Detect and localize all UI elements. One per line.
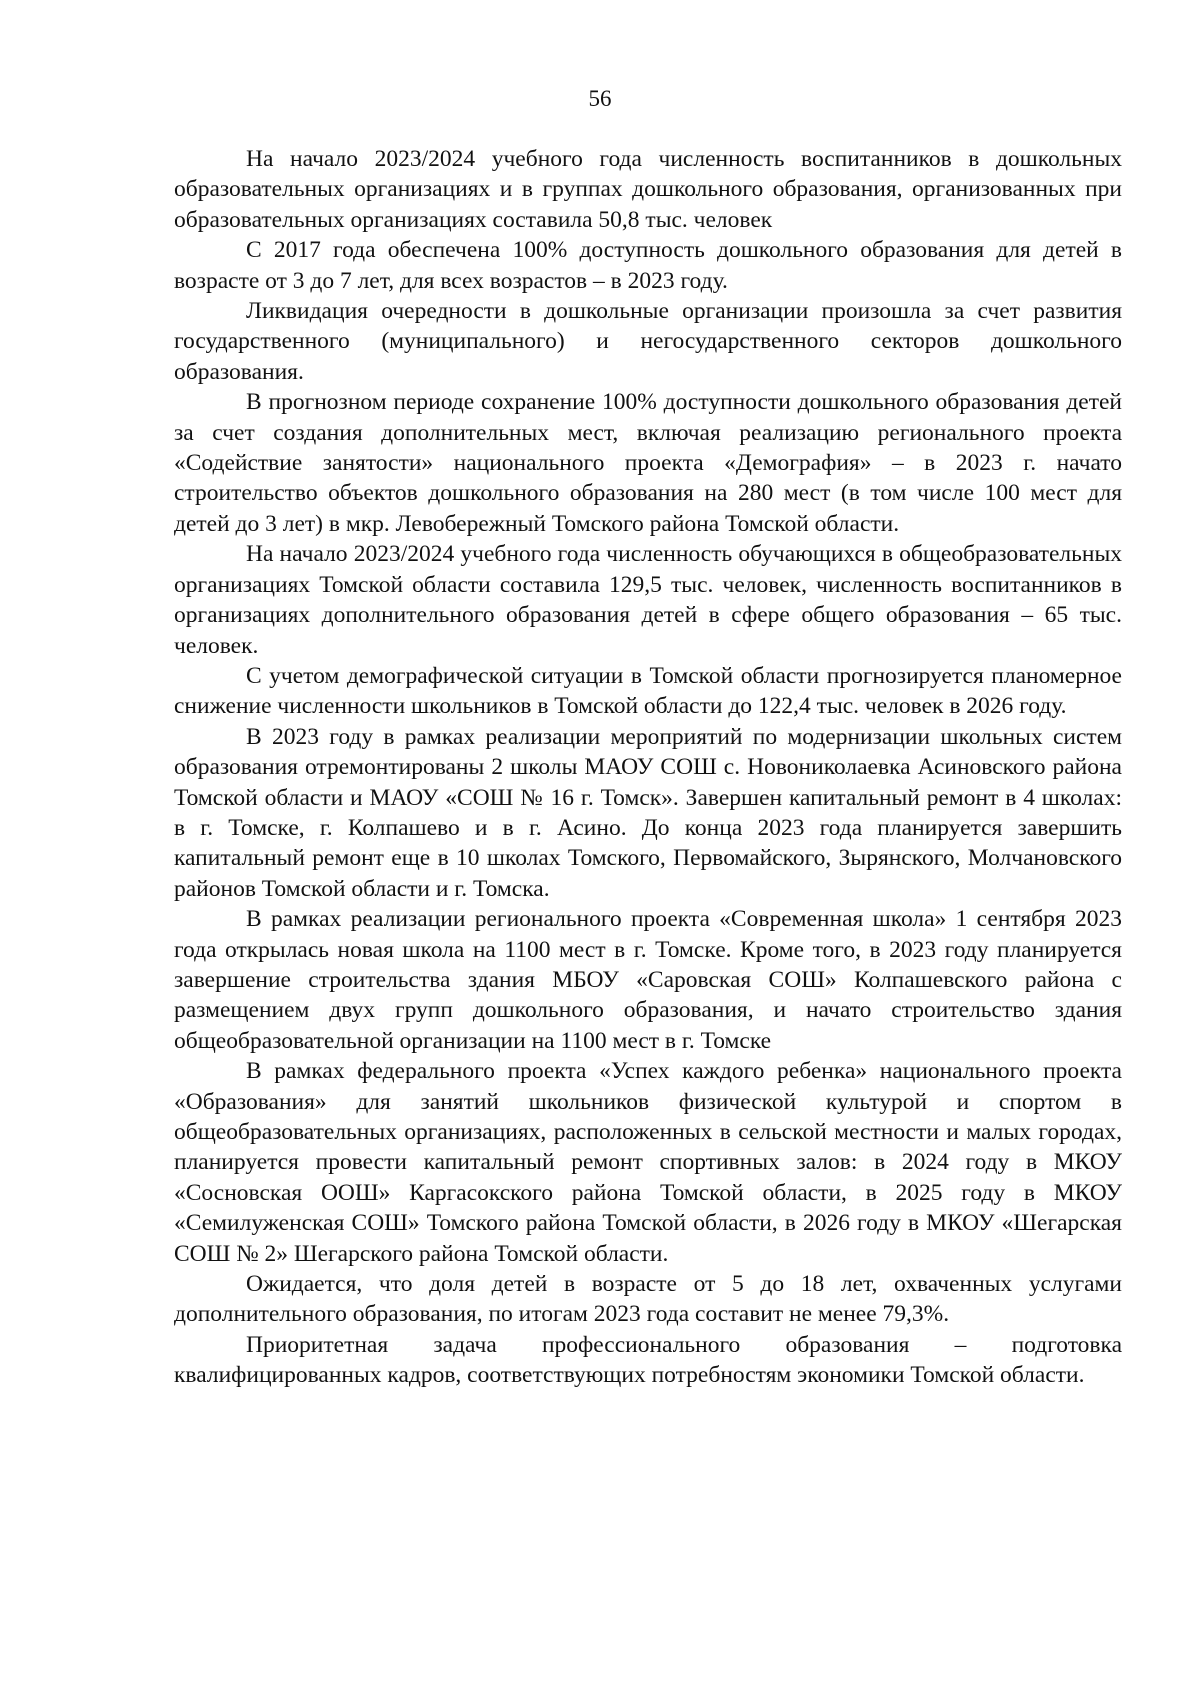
paragraph-school-modernization: В 2023 году в рамках реализации мероприятий по модернизации школьных систем образования отремонтированы 2 школы МАОУ СОШ с. Новониколаевка Асиновского района Томской области и МАОУ «СОШ № 16 г. Томск». Завершен капитальный ремонт в 4 школах: в г. Томске, г. Колпашево и в г. Асино. До конца 2023 года планируется завершить капитальный ремонт еще в 10 школах Томского, Первомайского, Зырянского, Молчановского районов Томской области и г. Томска. — [174, 723, 1122, 902]
paragraph-preschool-enrollment: На начало 2023/2024 учебного года численность воспитанников в дошкольных образовательных организациях и в группах дошкольного образования, организованных при образовательных организациях составила 50,8 тыс. человек — [174, 146, 1122, 233]
paragraph-student-count: На начало 2023/2024 учебного года численность обучающихся в общеобразовательных организациях Томской области составила 129,5 тыс. человек, численность воспитанников в организациях дополнительного образования детей в сфере общего образования – 65 тыс. человек. — [174, 541, 1122, 659]
paragraph-demographic-forecast: С учетом демографической ситуации в Томской области прогнозируется планомерное снижение численности школьников в Томской области до 122,4 тыс. человек в 2026 году. — [174, 662, 1122, 720]
paragraph-vocational-education: Приоритетная задача профессионального образования – подготовка квалифицированных кадров, соответствующих потребностям экономики Томской области. — [174, 1331, 1122, 1389]
paragraph-preschool-availability: С 2017 года обеспечена 100% доступность дошкольного образования для детей в возрасте от 3 до 7 лет, для всех возрастов – в 2023 году. — [174, 237, 1122, 294]
document-body — [174, 144, 1122, 1391]
paragraph-additional-education: Ожидается, что доля детей в возрасте от 5 до 18 лет, охваченных услугами дополнительного образования, по итогам 2023 года составит не менее 79,3%. — [174, 1271, 1122, 1328]
paragraph-modern-school-project: В рамках реализации регионального проекта «Современная школа» 1 сентября 2023 года открылась новая школа на 1100 мест в г. Томске. Кроме того, в 2023 году планируется завершение строительства здания МБОУ «Саровская СОШ» Колпашевского района с размещением двух групп дошкольного образования, и начато строительство здания общеобразовательной организации на 1100 мест в г. Томске — [174, 906, 1122, 1054]
paragraph-sports-halls: В рамках федерального проекта «Успех каждого ребенка» национального проекта «Образования» для занятий школьников физической культурой и спортом в общеобразовательных организациях, расположенных в сельской местности и малых городах, планируется провести капитальный ремонт спортивных залов: в 2024 году в МКОУ «Сосновская ООШ» Каргасокского района Томской области, в 2025 году в МКОУ «Семилуженская СОШ» Томского района Томской области, в 2026 году в МКОУ «Шегарская СОШ № 2» Шегарского района Томской области. — [174, 1058, 1122, 1267]
paragraph-forecast-period: В прогнозном периоде сохранение 100% доступности дошкольного образования детей за счет создания дополнительных мест, включая реализацию регионального проекта «Содействие занятости» национального проекта «Демография» – в 2023 г. начато строительство объектов дошкольного образования на 280 мест (в том числе 100 мест для детей до 3 лет) в мкр. Левобережный Томского района Томской области. — [174, 389, 1122, 537]
paragraph-queue-elimination: Ликвидация очередности в дошкольные организации произошла за счет развития государственного (муниципального) и негосударственного секторов дошкольного образования. — [174, 298, 1122, 385]
page-number: 56 — [588, 86, 612, 111]
